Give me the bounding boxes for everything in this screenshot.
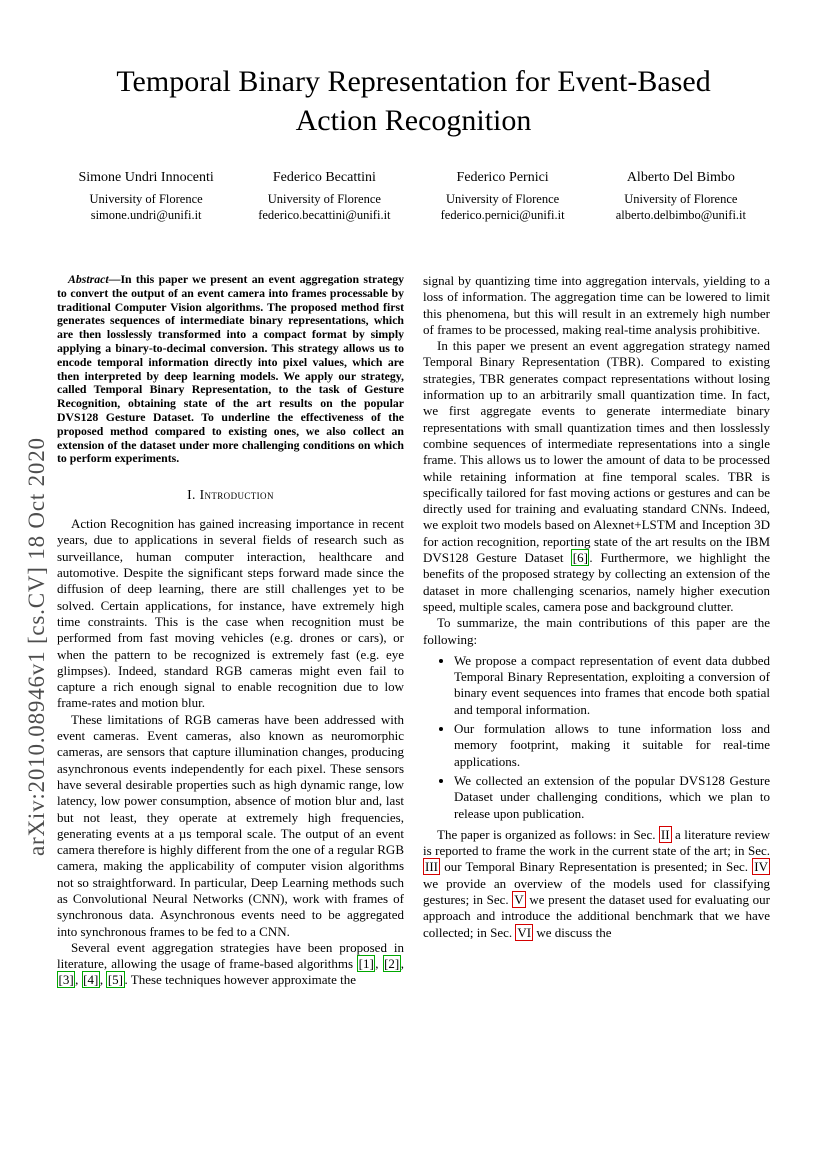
citation-link[interactable]: [4]	[83, 972, 99, 988]
intro-paragraph-outline: The paper is organized as follows: in Sec. II a literature review is reported to frame the work in the current state of the art; in Sec. III our Temporal Binary Representation is presented; in Sec. IV we provide an overview of the models used for classifying gestures; in Sec. V we present the dataset used for evaluating our approach and introduce the additional benchmark that we have collected; in Sec. VI we discuss the	[423, 826, 771, 940]
contribution-item: • We propose a compact representation of event data dubbed Temporal Binary Representation, exploiting a conversion of binary event sequences into frames that encode both spatial and temporal information.	[454, 653, 770, 718]
paper-title: Temporal Binary Representation for Event-Based Action Recognition	[116, 65, 711, 137]
author-affiliation: University of Florence	[446, 192, 560, 206]
section-heading-introduction: I. Introduction	[187, 487, 274, 503]
intro-paragraph-1: Action Recognition has gained increasing importance in recent years, due to applications in several fields of research such as surveillance, human computer interaction, healthcare and automotive. Despite the significant steps forward made since the diffusion of deep learning, there are still challenges yet to be solved. Certain applications, for instance, have extremely high time constraints. This is the case when recognition must be performed from fast moving vehicles (e.g. drones or cars), or when the pattern to be recognized is extremely fast (e.g. eye glimpses). Indeed, standard RGB cameras might even fail to capture a rich enough signal to enable recognition due to low frame-rates and motion blur.	[57, 516, 404, 711]
author-email: alberto.delbimbo@unifi.it	[615, 208, 746, 222]
citation-link[interactable]: [6]	[572, 550, 588, 566]
author-affiliation: University of Florence	[624, 192, 738, 206]
abstract	[57, 273, 404, 466]
citation-link[interactable]: [2]	[384, 956, 400, 972]
two-column-body	[57, 273, 770, 989]
section-ref-link[interactable]: VI	[517, 924, 532, 940]
section-ref-link[interactable]: III	[425, 859, 438, 875]
author-block	[235, 170, 413, 223]
author-row	[57, 170, 770, 223]
abstract-text: —In this paper we present an event aggregation strategy to convert the output of an event camera into frames processable by traditional Computer Vision algorithms. The proposed method first generates sequences of intermediate binary representations, which are then losslessly transformed into a compact format by simply applying a binary-to-decimal conversion. This strategy allows us to encode temporal information directly into pixel values, which are then interpreted by deep learning models. We apply our strategy, called Temporal Binary Representation, to the task of Gesture Recognition, obtaining state of the art results on the popular DVS128 Gesture Dataset. To underline the effectiveness of the proposed method compared to existing ones, we also collect an extension of the dataset under more challenging conditions on which to perform experiments.	[57, 272, 404, 466]
author-affiliation: University of Florence	[89, 192, 203, 206]
author-block	[592, 170, 770, 223]
contribution-item: • Our formulation allows to tune information loss and memory footprint, making it suitable for real-time applications.	[454, 721, 770, 770]
author-name: Simone Undri Innocenti	[78, 170, 214, 185]
intro-paragraph-3-continued: signal by quantizing time into aggregation intervals, yielding to a loss of information. The aggregation time can be lowered to limit this phenomena, but this will result in an extremely high number of frames to be processed, making real-time analysis prohibitive.	[423, 273, 770, 337]
citation-link[interactable]: [5]	[107, 972, 124, 988]
right-column	[423, 273, 770, 989]
author-name: Alberto Del Bimbo	[626, 170, 735, 185]
author-email: federico.pernici@unifi.it	[440, 208, 565, 222]
intro-paragraph-4: In this paper we present an event aggregation strategy named Temporal Binary Representation (TBR). Compared to existing strategies, TBR generates compact representations without losing information up to an arbitrarily small quantization time. In fact, we first aggregate events to generate intermediate binary representations with small quantization times and then losslessly combine sequences of intermediate representations into a single frame. This allows us to lower the amount of data to be processed while retaining information at fine temporal scales. TBR is specifically tailored for fast moving actions or gestures and can be directly used for training and evaluating standard CNNs. Indeed, we exploit two models based on Alexnet+LSTM and Inception 3D for action recognition, reporting state of the art results on the IBM DVS128 Gesture Dataset [6] . Furthermore, we highlight the benefits of the proposed strategy by collecting an extension of the dataset in more challenging scenarios, namely higher execution speed, multiple scales, camera pose and background clutter.	[423, 338, 770, 614]
author-block	[57, 170, 235, 223]
author-name: Federico Pernici	[456, 170, 549, 185]
author-email: federico.becattini@unifi.it	[258, 208, 391, 222]
citation-link[interactable]: [1]	[358, 956, 374, 972]
section-ref-link[interactable]: II	[660, 826, 670, 842]
intro-paragraph-3: Several event aggregation strategies have been proposed in literature, allowing the usage of frame-based algorithms [1] , [2] , [3] , [4] , [5] . These techniques however approximate the	[57, 939, 404, 988]
paper-content	[57, 62, 770, 989]
section-ref-link[interactable]: V	[514, 891, 524, 907]
author-email: simone.undri@unifi.it	[90, 208, 202, 222]
abstract-label: Abstract	[68, 272, 109, 286]
arxiv-stamp: arXiv:2010.08946v1 [cs.CV] 18 Oct 2020	[24, 437, 49, 856]
contributions-list	[423, 653, 770, 822]
author-block	[414, 170, 592, 223]
author-name: Federico Becattini	[272, 170, 376, 185]
author-affiliation: University of Florence	[267, 192, 381, 206]
left-column	[57, 273, 404, 989]
intro-paragraph-5: To summarize, the main contributions of this paper are the following:	[423, 615, 770, 647]
citation-link[interactable]: [3]	[58, 972, 74, 988]
section-ref-link[interactable]: IV	[754, 859, 768, 875]
intro-paragraph-2: These limitations of RGB cameras have been addressed with event cameras. Event cameras, also known as neuromorphic cameras, are sensors that capture illumination changes, producing asynchronous events independently for each pixel. These sensors have several desirable properties such as high dynamic range, low latency, low power consumption, absence of motion blur and, last but not least, they operate at extremely high frequencies, generating events at a µs temporal scale. The output of an event camera therefore is highly different from the one of a regular RGB camera, making the applicability of computer vision algorithms not so straightforward. In particular, Deep Learning methods such as Convolutional Neural Networks (CNN), work with frames of synchronous data. Asynchronous events need to be aggregated into synchronous frames to be fed to a CNN.	[57, 711, 404, 939]
contribution-item: • We collected an extension of the popular DVS128 Gesture Dataset under challenging conditions, which we plan to release upon publication.	[454, 773, 770, 822]
